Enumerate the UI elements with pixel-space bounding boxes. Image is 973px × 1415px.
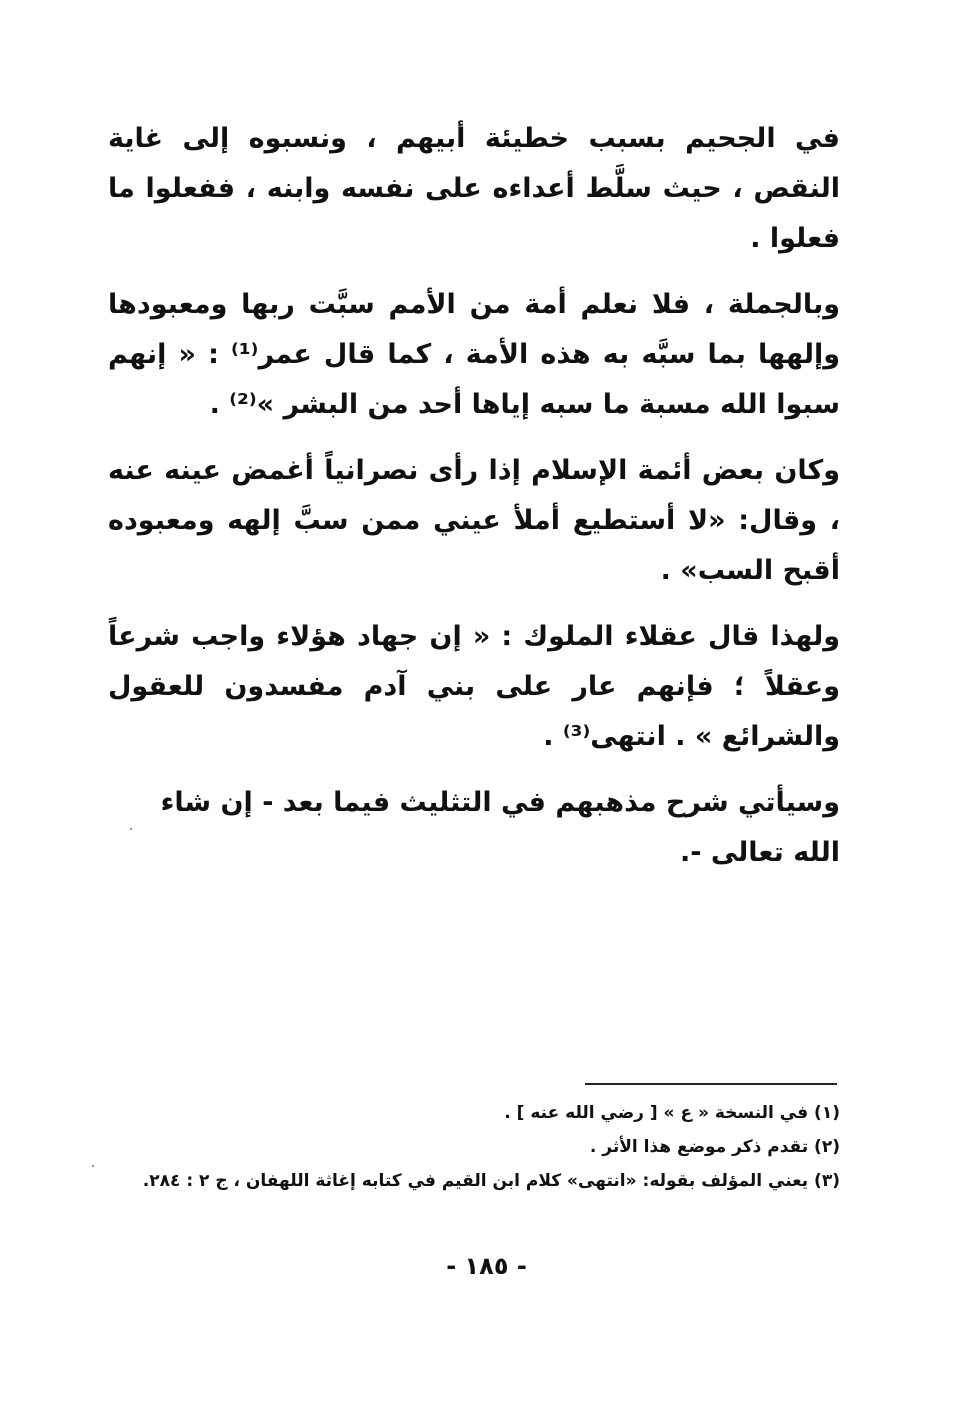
paragraph-4: ولهذا قال عقلاء الملوك : « إن جهاد هؤلاء واجب شرعاً وعقلاً ؛ فإنهم عار على بني آدم مفسدون للعقول والشرائع » . انتهى⁽³⁾ . <box>108 621 840 752</box>
paragraph-1: في الجحيم بسبب خطيئة أبيهم ، ونسبوه إلى غاية النقص ، حيث سلَّط أعداءه على نفسه وابنه ، ففعلوا ما فعلوا . <box>108 123 840 254</box>
scan-speck <box>92 1165 94 1167</box>
footnotes <box>142 1096 840 1198</box>
footnote-1: (١) في النسخة « ع » [ رضي الله عنه ] . <box>504 1103 840 1123</box>
footnote-3: (٣) يعني المؤلف بقوله: «انتهى» كلام ابن القيم في كتابه إغاثة اللهفان ، ج ٢ : ٢٨٤. <box>142 1171 840 1191</box>
footnote-separator <box>585 1083 837 1085</box>
scan-speck <box>130 828 132 830</box>
paragraph-3: وكان بعض أئمة الإسلام إذا رأى نصرانياً أغمض عينه عنه ، وقال: «لا أستطيع أملأ عيني ممن سبَّ إلهه ومعبوده أقبح السب» . <box>108 455 840 586</box>
page-number: - ١٨٥ - <box>446 1252 527 1280</box>
footnote-2: (٢) تقدم ذكر موضع هذا الأثر . <box>589 1137 840 1157</box>
main-text <box>108 114 840 894</box>
paragraph-5: وسيأتي شرح مذهبهم في التثليث فيما بعد - إن شاء الله تعالى -. <box>160 787 840 868</box>
paragraph-2: وبالجملة ، فلا نعلم أمة من الأمم سبَّت ربها ومعبودها وإلهها بما سبَّه به هذه الأمة ، كما قال عمر⁽¹⁾ : « إنهم سبوا الله مسبة ما سبه إياها أحد من البشر »⁽²⁾ . <box>108 289 841 420</box>
